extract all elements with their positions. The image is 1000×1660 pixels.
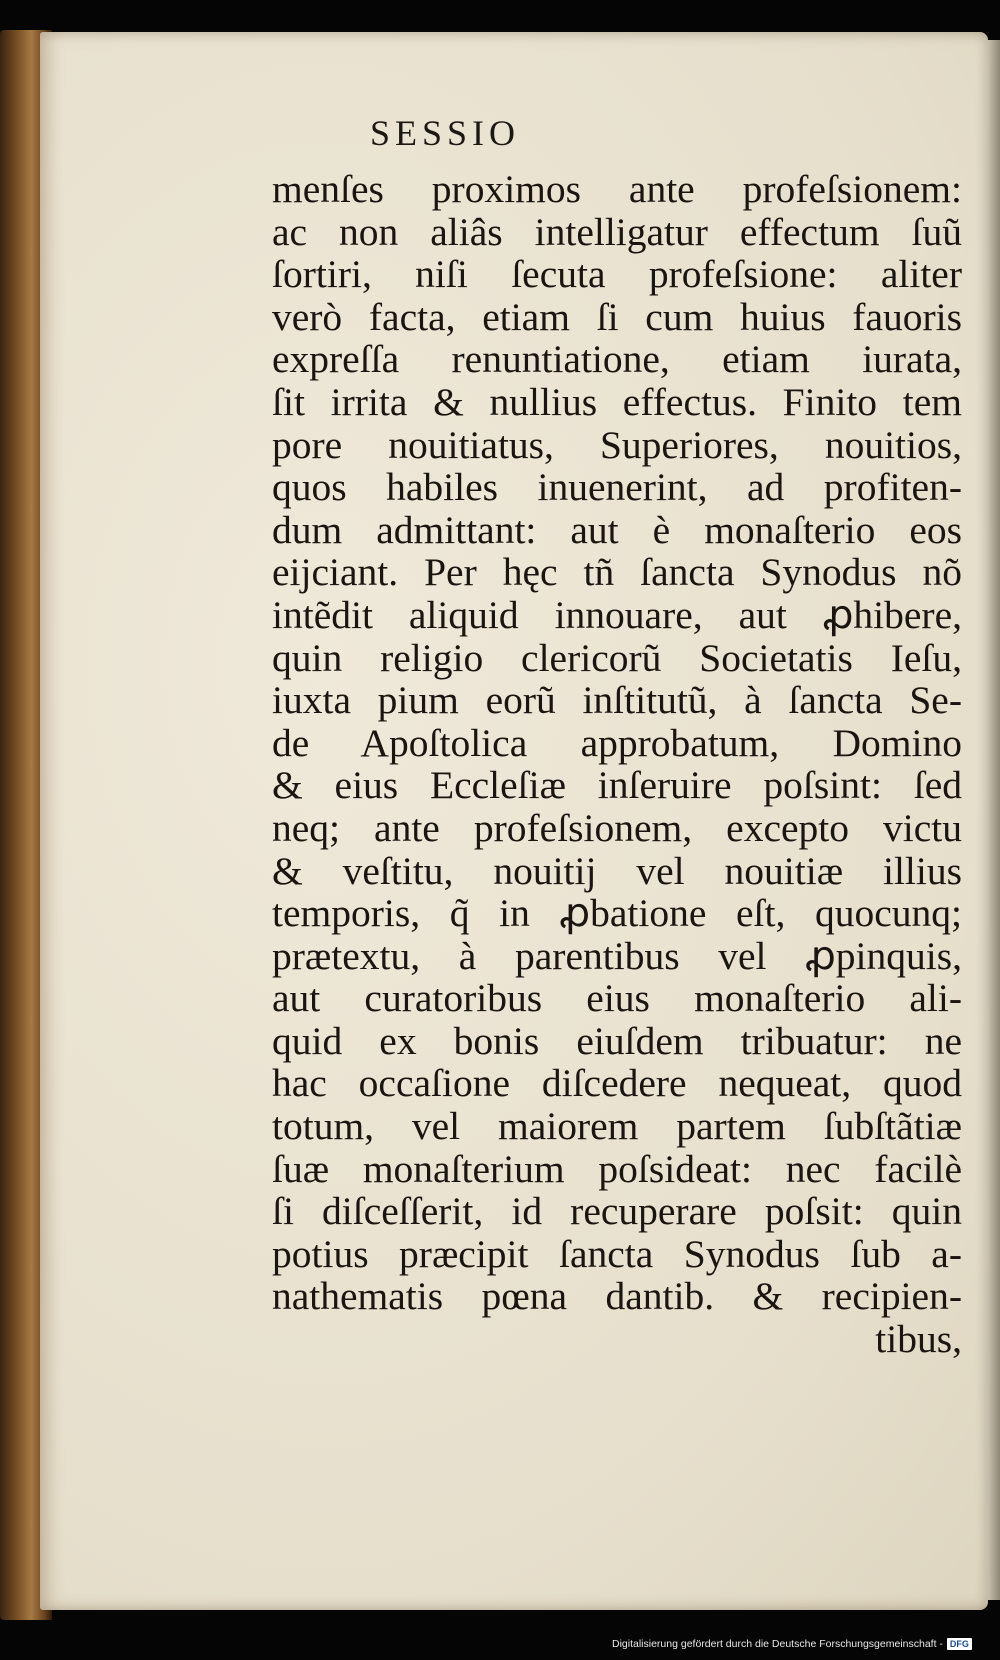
text-line: verò facta, etiam ſi cum huius fauoris bbox=[272, 294, 962, 339]
text-line: tibus, bbox=[875, 1317, 962, 1362]
text-line: temporis, q̃ in ꝓbatione eſt, quocunq; bbox=[272, 891, 962, 936]
body-text bbox=[272, 168, 962, 1361]
text-line: iuxta pium eorũ inſtitutũ, à ſancta Se- bbox=[272, 678, 962, 723]
text-line: menſes proximos ante profeſsionem: bbox=[272, 167, 962, 211]
text-line: neq; ante profeſsionem, excepto victu bbox=[272, 805, 962, 850]
text-line: & eius Eccleſiæ inſeruire poſsint: ſed bbox=[272, 763, 962, 808]
text-line: intẽdit aliquid innouare, aut ꝓhibere, bbox=[272, 592, 962, 637]
text-line: hac occaſione diſcedere nequeat, quod bbox=[272, 1061, 962, 1106]
text-line: expreſſa renuntiatione, etiam iurata, bbox=[272, 337, 962, 382]
text-line: nathematis pœna dantib. & recipien- bbox=[272, 1274, 962, 1319]
text-line: quid ex bonis eiuſdem tribuatur: ne bbox=[272, 1018, 962, 1063]
text-line: quin religio clericorũ Societatis Ieſu, bbox=[272, 635, 962, 680]
text-line: & veſtitu, nouitij vel nouitiæ illius bbox=[272, 848, 962, 893]
text-line: de Apoſtolica approbatum, Domino bbox=[272, 720, 962, 765]
footer-credit bbox=[612, 1638, 972, 1650]
facing-page-edge bbox=[988, 40, 1000, 1600]
text-line: ac non aliâs intelligatur effectum ſuũ bbox=[272, 209, 962, 254]
text-line: aut curatoribus eius monaſterio ali- bbox=[272, 976, 962, 1021]
text-line: ſit irrita & nullius effectus. Finito tem bbox=[272, 379, 962, 424]
text-line: dum admittant: aut è monaſterio eos bbox=[272, 507, 962, 552]
text-line: ſuæ monaſterium poſsideat: nec facilè bbox=[272, 1146, 962, 1191]
text-line: ſi diſceſſerit, id recuperare poſsit: quin bbox=[272, 1189, 962, 1234]
text-line: quos habiles inuenerint, ad profiten- bbox=[272, 465, 962, 510]
text-line: ſortiri, niſi ſecuta profeſsione: aliter bbox=[272, 252, 962, 297]
dfg-logo: DFG bbox=[947, 1638, 972, 1650]
text-line: pore nouitiatus, Superiores, nouitios, bbox=[272, 422, 962, 467]
text-line: totum, vel maiorem partem ſubſtãtiæ bbox=[272, 1104, 962, 1149]
running-head: SESSIO bbox=[369, 113, 521, 153]
text-line: prætextu, à parentibus vel ꝓpinquis, bbox=[272, 933, 962, 978]
footer-credit-text: Digitalisierung gefördert durch die Deutsche Forschungsgemeinschaft - bbox=[612, 1638, 943, 1650]
text-line: eijciant. Per hęc tñ ſancta Synodus nõ bbox=[272, 550, 962, 595]
text-line: potius præcipit ſancta Synodus ſub a- bbox=[272, 1231, 962, 1276]
